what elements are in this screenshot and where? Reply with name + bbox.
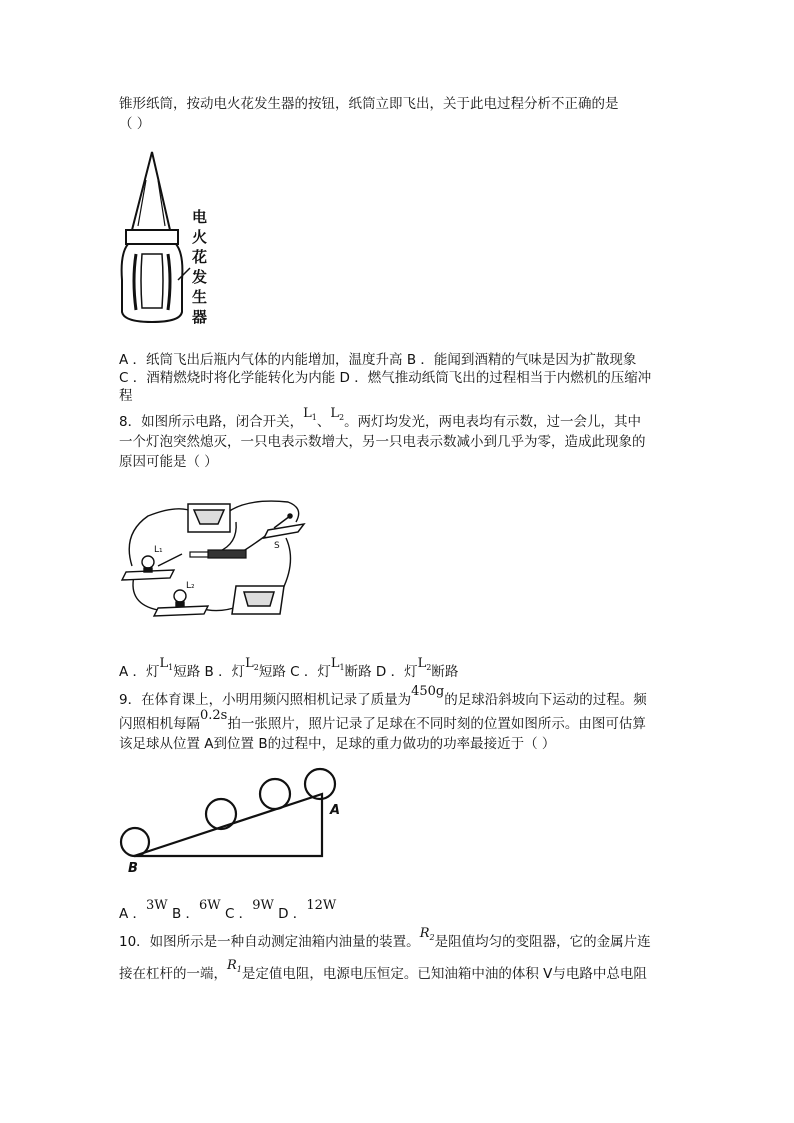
fig-label-char-3: 花 bbox=[192, 248, 208, 266]
fig-label-char-2: 火 bbox=[192, 228, 208, 246]
spark-generator-figure bbox=[118, 150, 228, 335]
q9-stem-line3: 该足球从位置 A到位置 B的过程中，足球的重力做功的功率最接近于（ ） bbox=[119, 736, 556, 752]
fig-label-L2: L₂ bbox=[186, 581, 195, 591]
q7-options-line2: C ．酒精燃烧时将化学能转化为内能 D ．燃气推动纸筒飞出的过程相当于内燃机的压缩冲 bbox=[119, 370, 652, 386]
q9-options: A ．3W B ．6W C ．9W D ．12W bbox=[119, 898, 337, 922]
fig-label-char-6: 器 bbox=[192, 308, 208, 326]
q7-options-line1: A ．纸筒飞出后瓶内气体的内能增加，温度升高 B ．能闻到酒精的气味是因为扩散现象 bbox=[119, 352, 637, 368]
fig-label-char-5: 生 bbox=[192, 288, 208, 306]
mass-value: 450g bbox=[411, 684, 445, 699]
symbol-L2: $L_2$ bbox=[330, 406, 345, 422]
q7-stem-line2: （ ） bbox=[119, 116, 151, 132]
q7-stem-line1: 锥形纸筒，按动电火花发生器的按钮，纸筒立即飞出，关于此电过程分析不正确的是 bbox=[119, 96, 619, 112]
q9-stem-line2: 闪照相机每隔0.2s拍一张照片，照片记录了足球在不同时刻的位置如图所示。由图可估算 bbox=[119, 708, 646, 732]
q7-options-line3: 程 bbox=[119, 388, 133, 404]
label-position-b: B bbox=[128, 861, 138, 876]
symbol-R1: $R_1$ bbox=[227, 958, 242, 974]
symbol-L1: $L_1$ bbox=[303, 406, 317, 422]
slope-figure bbox=[118, 764, 348, 878]
fig-label-char-1: 电 bbox=[192, 208, 208, 226]
fig-label-L1: L₁ bbox=[154, 545, 163, 555]
fig-label-switch: S bbox=[274, 541, 280, 551]
q8-stem-line1: 8．如图所示电路，闭合开关，$L_1$、$L_2$。两灯均发光，两电表均有示数，过一会儿，其中 bbox=[119, 406, 642, 430]
circuit-figure bbox=[118, 494, 308, 624]
q8-stem-line2: 一个灯泡突然熄灭，一只电表示数增大，另一只电表示数减小到几乎为零，造成此现象的 bbox=[119, 434, 646, 450]
symbol-R2: $R_2$ bbox=[419, 926, 435, 942]
fig-label-char-4: 发 bbox=[192, 268, 208, 286]
q10-stem-line1: 10．如图所示是一种自动测定油箱内油量的装置。$R_2$是阻值均匀的变阻器，它的金属片连 bbox=[119, 926, 651, 950]
label-position-a: A bbox=[330, 803, 341, 818]
q8-options: A ．灯$L_1$短路 B ．灯$L_2$短路 C ．灯$L_1$断路 D ．灯$L_2$断路 bbox=[119, 656, 459, 680]
q10-stem-line2: 接在杠杆的一端，$R_1$是定值电阻，电源电压恒定。已知油箱中油的体积 V与电路中总电阻 bbox=[119, 958, 647, 982]
q9-stem-line1: 9．在体育课上，小明用频闪照相机记录了质量为450g的足球沿斜坡向下运动的过程。频 bbox=[119, 684, 647, 708]
interval-value: 0.2s bbox=[200, 708, 228, 723]
q8-stem-line3: 原因可能是（ ） bbox=[119, 454, 218, 470]
